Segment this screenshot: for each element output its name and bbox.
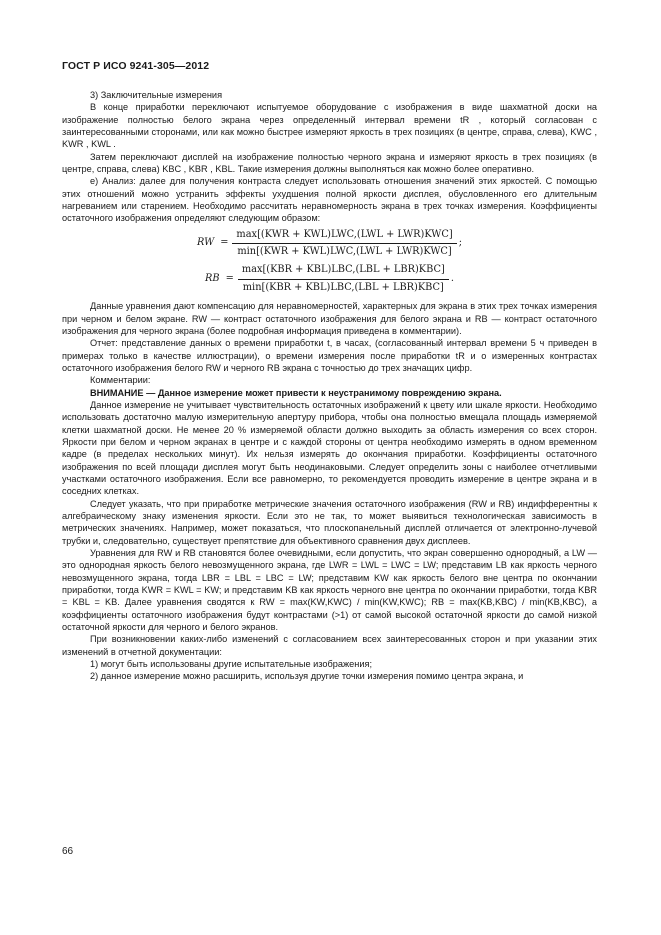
formula-rw-eq: = — [220, 237, 229, 249]
formula-rw — [62, 229, 597, 259]
formula-rb-eq: = — [225, 273, 234, 285]
formula-rw-lhs: RW — [196, 237, 215, 249]
paragraph-equations-compensation: Данные уравнения дают компенсацию для неравномерностей, характерных для экрана в этих трех точках измерения при черном и белом экране. RW — контраст остаточного изображения для белого экрана и RB — контраст остаточного изображения для черного экрана (более подробная информация приведена в комментарии). — [62, 301, 597, 336]
formula-rb-numerator: max[(KBR + KBL)LBC,(LBL + LBR)KBC] — [238, 264, 449, 279]
paragraph-uniform-screen: Уравнения для RW и RB становятся более очевидными, если допустить, что экран совершенно однородный, а LW — это однородная яркость белого невозмущенного экрана, где LWR = LWL = LWC = LW; представим LB как яркость черного невозмущенного экрана, тогда LBR = LBL = LBC = LW; представим KW как яркость белого вне центра по окончании приработки, тогда KWR = KWL = KW; и представим KB как яркость черного вне центра по окончании приработки, тогда KBR = KBL = KB. Далее уравнения сводятся к RW = max(KW,KWC) / min(KW,KWC); RB = max(KB,KBC) / min(KB,KBC), а коэффициенты остаточного изображения будут контрастами (>1) от самой высокой остаточной яркости до самой низкой остаточной яркости для черного и белого экранов. — [62, 548, 597, 633]
formula-rw-numerator: max[(KWR + KWL)LWC,(LWL + LWR)KWC] — [232, 229, 456, 244]
formula-rb-denominator: min[(KBR + KBL)LBC,(LBL + LBR)KBC] — [242, 281, 444, 293]
paragraph-final-measurements: 3) Заключительные измерения — [90, 90, 223, 100]
paragraph-white-screen: В конце приработки переключают испытуемое оборудование с изображения в виде шахматной доски на изображение полностью белого экрана через определенный интервал времени tR , который согласован с заинтересованными сторонами, или как можно быстрее измеряют яркость в трех позициях (в центре, справа, слева), KWC , KWR , KWL . — [62, 102, 597, 150]
document-header: ГОСТ Р ИСО 9241-305—2012 — [62, 60, 210, 72]
formula-rb-fraction — [238, 264, 449, 294]
formula-rb-lhs: RB — [205, 273, 220, 285]
paragraph-warning: ВНИМАНИЕ — Данное измерение может привести к неустранимому повреждению экрана. — [90, 387, 502, 398]
list-item-2: 2) данное измерение можно расширить, используя другие точки измерения помимо центра экрана, и — [90, 671, 524, 682]
document-body — [62, 89, 597, 683]
paragraph-metric-values: Следует указать, что при приработке метрические значения остаточного изображения (RW и RB) индифферентны к алгебраическому знаку изменения яркости. Если это не так, то может выявиться технологическая зависимость в метрических значениях. Например, может показаться, что плоскопанельный дисплей отличается от электронно-лучевой трубки и, следовательно, существует препятствие для объективного сравнения двух дисплеев. — [62, 498, 597, 546]
formula-rw-tail: ; — [458, 237, 463, 249]
formula-rb — [62, 264, 597, 294]
formula-rw-denominator: min[(KWR + KWL)LWC,(LWL + LWR)KWC] — [237, 246, 452, 258]
page-number: 66 — [62, 846, 74, 857]
paragraph-report: Отчет: представление данных о времени приработки t, в часах, (согласованный интервал времени 5 ч приведен в примерах только в качестве иллюстрации), о времени измерения после приработки tR и о измеренных контрастах остаточного изображения белого RW и черного RB экрана с точностью до трех значащих цифр. — [62, 338, 597, 373]
paragraph-black-screen: Затем переключают дисплей на изображение полностью черного экрана и измеряют яркость в трех позициях (в центре, справа, слева) KBC , KBR , KBL. Такие измерения должны выполняться как можно более оперативно. — [62, 151, 597, 175]
formula-rw-fraction — [232, 229, 456, 259]
paragraph-changes: При возникновении каких-либо изменений с согласованием всех заинтересованных сторон и при указании этих изменений в отчетной документации: — [62, 634, 597, 657]
formula-rb-tail: . — [450, 273, 454, 285]
paragraph-comments-label: Комментарии: — [90, 375, 151, 386]
paragraph-analysis: е) Анализ: далее для получения контраста следует использовать отношения значений этих яркостей. С помощью этих отношений можно устранить эффекты ухудшения полной яркости дисплея, обусловленного его длительным нагреванием или старением. Необходимо рассчитать неравномерность экрана в трех точках измерения. Коэффициенты остаточного изображения определяют следующим образом: — [62, 176, 597, 224]
list-item-1: 1) могут быть использованы другие испытательные изображения; — [90, 659, 372, 670]
paragraph-sensitivity: Данное измерение не учитывает чувствительность остаточных изображений к цвету или шкале яркости. Необходимо использовать достаточно малую измерительную апертуру прибора, чтобы она полностью вмещала площадь измеряемой клетки шахматной доски. Не менее 20 % измеряемой области должно выходить за область измерения со всех сторон. Яркости при белом и черном экранах в центре и с каждой стороны от центра необходимо измерять в одном временном кадре (в пределах нескольких минут). Их нельзя измерять до окончания приработки. Коэффициенты остаточного изображения по всей площади дисплея могут быть неодинаковыми. Следует определить зоны с наиболее отчетливыми участками остаточного изображения. Если все равномерно, то рекомендуется проводить измерение в центре экрана и в соседних клетках. — [62, 399, 597, 497]
